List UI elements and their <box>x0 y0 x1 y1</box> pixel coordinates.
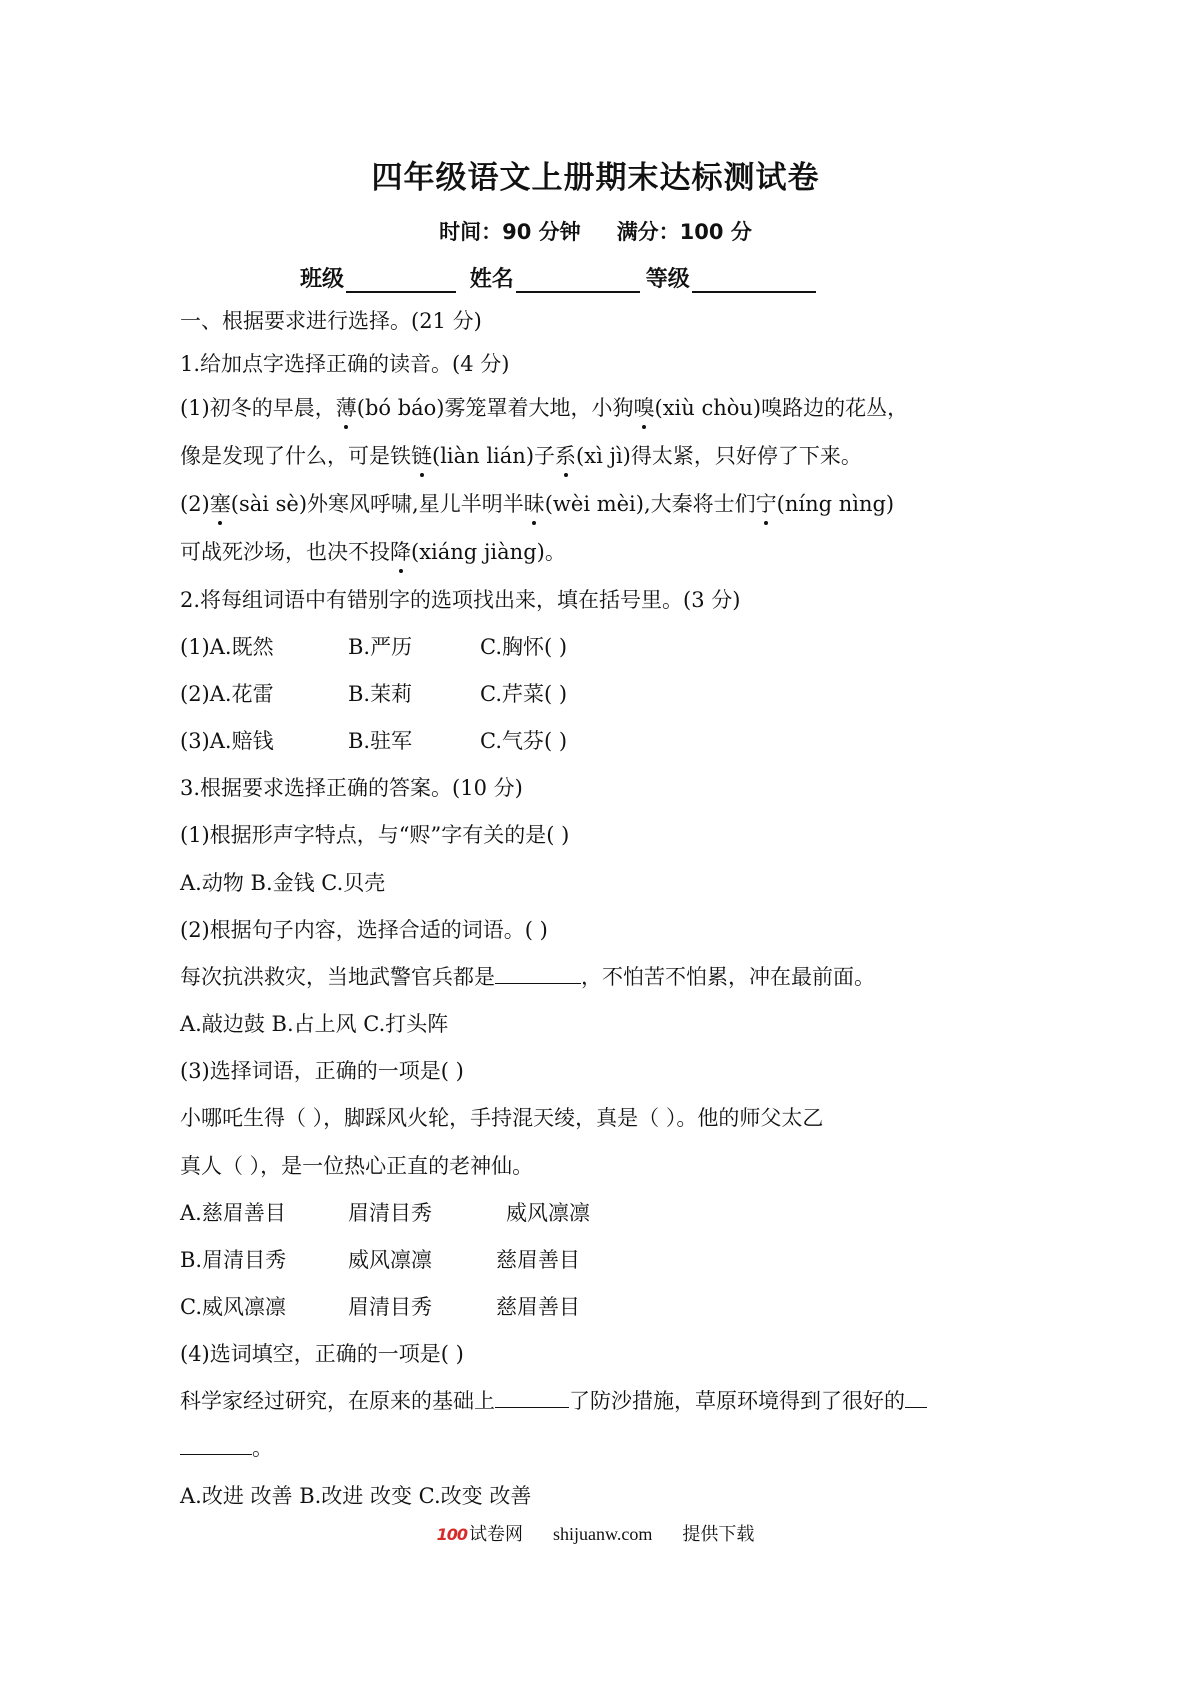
student-info <box>300 262 822 293</box>
site-logo: 100 <box>436 1525 468 1544</box>
class-blank[interactable] <box>346 269 456 293</box>
exam-time: 时间：90 分钟 <box>439 220 581 244</box>
exam-score: 满分：100 分 <box>616 220 752 244</box>
grade-label: 等级 <box>645 267 690 292</box>
q3-1-options: A.动物 B.金钱 C.贝壳 <box>180 871 386 895</box>
name-label: 姓名 <box>469 267 514 292</box>
q3-4-line-1: 科学家经过研究，在原来的基础上 了防沙措施，草原环境得到了很好的 <box>180 1387 1010 1415</box>
q1-1-line-2: 像是发现了什么，可是铁链(liàn lián)子系(xì jì)得太紧，只好停了下来。 <box>180 444 862 468</box>
q3-3-line-1: 小哪吒生得（ ），脚踩风火轮，手持混天绫，真是（ ）。他的师父太乙 <box>180 1106 824 1130</box>
dotted-char: 嗅 <box>633 396 655 420</box>
dotted-char: 系 <box>555 444 577 468</box>
site-name: 试卷网 <box>469 1524 524 1544</box>
name-blank[interactable] <box>516 269 640 293</box>
answer-blank[interactable] <box>180 1434 252 1455</box>
dotted-char: 塞 <box>209 492 231 516</box>
q1-2-line-1: (2)塞(sài sè)外寒风呼啸,星儿半明半昧(wèi mèi),大秦将士们宁(níng nìng) <box>180 492 895 516</box>
q3-3-option-c: C.威风凛凛 眉清目秀 慈眉善目 <box>180 1295 580 1319</box>
q2-row-3: (3)A.赔钱 B.驻军 C.气芬( ) <box>180 729 568 753</box>
page-footer <box>0 1520 1191 1546</box>
q3-3-line-2: 真人（ ），是一位热心正直的老神仙。 <box>180 1154 534 1178</box>
q3-4-question: (4)选词填空，正确的一项是( ) <box>180 1342 464 1366</box>
q3-title: 3.根据要求选择正确的答案。(10 分) <box>180 776 523 800</box>
dotted-char: 薄 <box>335 396 357 420</box>
q3-2-question: (2)根据句子内容，选择合适的词语。( ) <box>180 918 548 942</box>
dotted-char: 宁 <box>755 492 777 516</box>
q2-row-2: (2)A.花雷 B.茉莉 C.芹菜( ) <box>180 682 568 706</box>
q2-title: 2.将每组词语中有错别字的选项找出来，填在括号里。(3 分) <box>180 588 741 612</box>
dotted-char: 昧 <box>523 492 545 516</box>
q1-1-line-1: (1)初冬的早晨，薄(bó báo)雾笼罩着大地，小狗嗅(xiù chòu)嗅路边的花丛， <box>180 396 909 420</box>
dotted-char: 降 <box>390 540 411 564</box>
answer-blank[interactable] <box>495 1387 569 1408</box>
q3-1-question: (1)根据形声字特点，与“赆”字有关的是( ) <box>180 823 570 847</box>
q2-row-1: (1)A.既然 B.严历 C.胸怀( ) <box>180 635 568 659</box>
q1-title: 1.给加点字选择正确的读音。(4 分) <box>180 352 510 376</box>
site-url[interactable]: shijuanw.com <box>553 1524 653 1544</box>
page-title: 四年级语文上册期末达标测试卷 <box>371 160 820 196</box>
q3-4-options: A.改进 改善 B.改进 改变 C.改变 改善 <box>180 1484 532 1508</box>
answer-blank[interactable] <box>905 1387 927 1408</box>
exam-meta <box>0 216 1191 246</box>
q3-3-option-a: A.慈眉善目 眉清目秀 威风凛凛 <box>180 1201 590 1225</box>
q3-2-sentence: 每次抗洪救灾，当地武警官兵都是 ，不怕苦不怕累，冲在最前面。 <box>180 965 875 989</box>
grade-blank[interactable] <box>692 269 816 293</box>
q3-3-option-b: B.眉清目秀 威风凛凛 慈眉善目 <box>180 1248 580 1272</box>
download-note: 提供下载 <box>682 1524 755 1544</box>
section-1-title: 一、根据要求进行选择。(21 分) <box>180 309 482 333</box>
q1-2-line-2: 可战死沙场，也决不投降(xiáng jiàng)。 <box>180 540 566 564</box>
q3-2-options: A.敲边鼓 B.占上风 C.打头阵 <box>180 1012 449 1036</box>
class-label: 班级 <box>300 267 345 292</box>
answer-blank[interactable] <box>495 963 581 984</box>
dotted-char: 链 <box>411 444 432 468</box>
q3-4-line-2: 。 <box>180 1434 1010 1462</box>
q3-3-question: (3)选择词语，正确的一项是( ) <box>180 1059 464 1083</box>
